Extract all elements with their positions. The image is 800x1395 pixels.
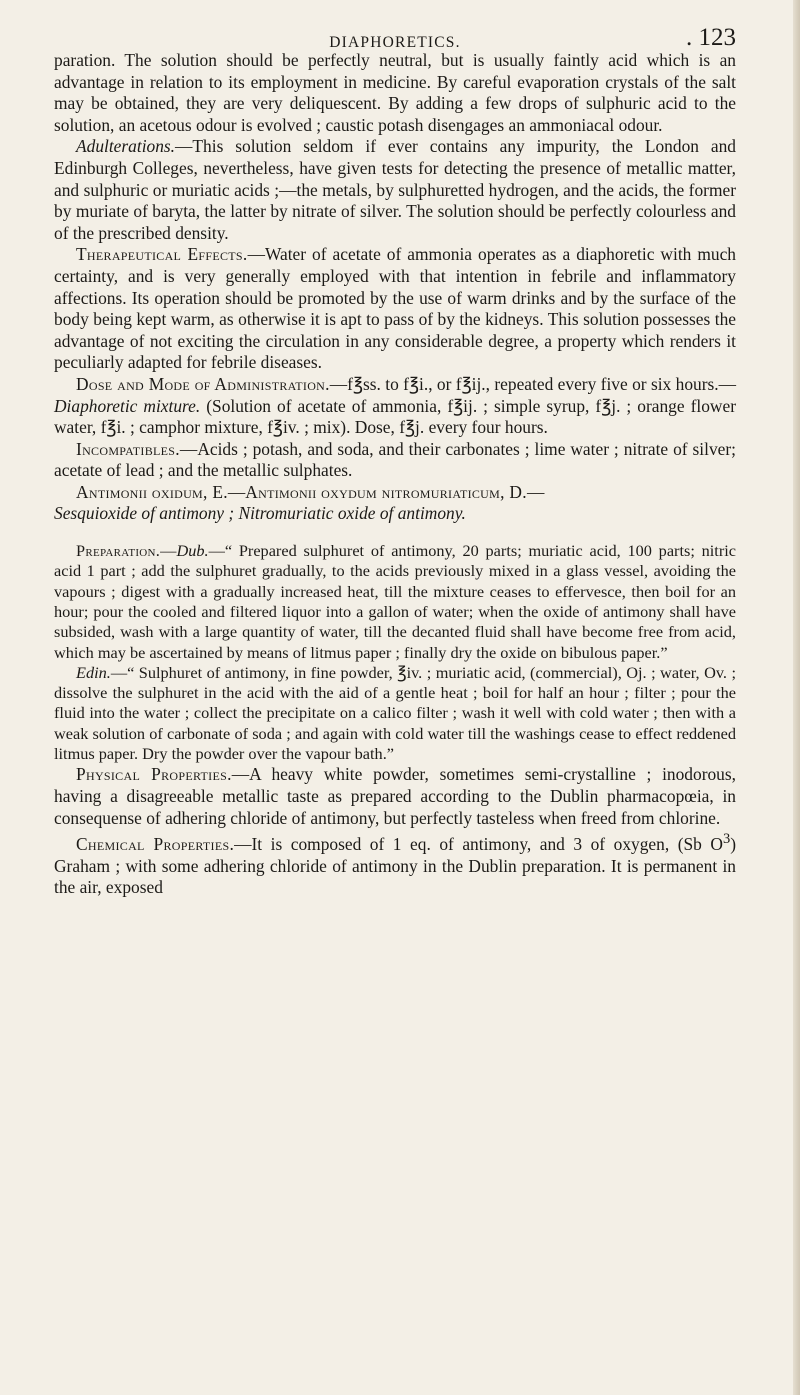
source-label-dublin: Dub.	[176, 541, 209, 561]
running-head: DIAPHORETICS.	[329, 34, 461, 51]
section-title-primary: Antimonii oxidum, E.	[76, 481, 228, 502]
page-header	[54, 20, 736, 50]
paragraph-text: —It is composed of 1 eq. of antimony, and 3 of oxygen, (Sb O	[234, 833, 723, 854]
superscript: 3	[722, 831, 731, 848]
paragraph-adulterations	[54, 136, 736, 244]
run-in-heading: Chemical Properties.	[76, 833, 235, 854]
paragraph-text: paration. The solution should be perfectly neutral, but is usually faintly acid which is an advantage in relation to its employment in medicine. By careful evaporation crystals of the salt may be obtained, they are very deliquescent. By adding a few drops of sulphuric acid to the solution, an acetous odour is evolved ; caustic potash disengages an ammoniacal odour.	[54, 50, 736, 135]
run-in-heading: Physical Properties.	[76, 764, 232, 785]
paragraph-incompatibles	[54, 439, 736, 482]
run-in-heading: Preparation.	[76, 541, 161, 561]
paragraph-continuation	[54, 50, 736, 136]
body-text	[54, 50, 736, 899]
preparation-block	[54, 541, 736, 764]
page-number: . 123	[686, 24, 736, 51]
paragraph-therapeutical-effects	[54, 244, 736, 374]
paragraph-preparation-dublin: Preparation.—Dub.—“ Prepared sulphuret of antimony, 20 parts; muriatic acid, 100 parts; nitric acid 1 part ; add the sulphuret gradually, to the acids previously mixed in a glass vessel, avoiding the vapours ; digest with a gradually increased heat, till the mixture ceases to effervesce, then boil for an hour; pour the cooled and filtered liquor into a gallon of water; when the oxide of antimony shall have subsided, wash with a large quantity of water, till the decanted fluid shall have become free from acid, which may be ascertained by means of litmus paper ; finally dry the oxide on bibulous paper.”	[54, 541, 736, 662]
italic-term: Diaphoretic mixture.	[54, 395, 201, 416]
section-title	[54, 482, 736, 504]
source-label-edinburgh: Edin.	[76, 662, 111, 682]
paragraph-text: —This solution seldom if ever contains any impurity, the London and Edinburgh Colleges, nevertheless, have given tests for detecting the presence of metallic matter, and sulphuric or muriatic acids ;—the metals, by sulphuretted hydrogen, and the acids, the former by muriate of baryta, the latter by nitrate of silver. The solution should be perfectly colourless and of the prescribed density.	[54, 136, 736, 243]
paragraph-text: —“ Sulphuret of antimony, in fine powder, ℥iv. ; muriatic acid, (commercial), Oj. ; water, Ov. ; dissolve the sulphuret in the acid with the aid of a gentle heat ; boil for half an hour ; filter ; pour the fluid into the water ; collect the precipitate on a calico filter ; wash it well with cold water ; then with a weak solution of carbonate of soda ; and again with cold water till the washings cease to effect reddened litmus paper. Dry the powder over the vapour bath.”	[54, 662, 736, 764]
paragraph-text: —Water of acetate of ammonia operates as a diaphoretic with much certainty, and is very generally employed with that intention in febrile and inflammatory affections. Its operation should be promoted by the use of warm drinks and by the surface of the body being kept warm, as otherwise it is apt to pass of by the kidneys. This solution possesses the advantage of not exciting the circulation in any considerable degree, a property which renders it peculiarly adapted for febrile diseases.	[54, 244, 736, 373]
title-dash: —	[526, 481, 545, 502]
subtitle-text: Sesquioxide of antimony ; Nitromuriatic oxide of antimony.	[54, 503, 466, 524]
paragraph-chemical-properties	[54, 829, 736, 899]
title-separator: —	[227, 481, 246, 502]
paragraph-text: —“ Prepared sulphuret of antimony, 20 parts; muriatic acid, 100 parts; nitric acid 1 part ; add the sulphuret gradually, to the acids previously mixed in a glass vessel, avoiding the vapours ; digest with a gradually increased heat, till the mixture ceases to effervesce, then boil for an hour; pour the cooled and filtered liquor into a gallon of water; when the oxide of antimony shall have subsided, wash with a large quantity of water, till the decanted fluid shall have become free from acid, which may be ascertained by means of litmus paper ; finally dry the oxide on bibulous paper.”	[54, 541, 736, 662]
paragraph-dose	[54, 374, 736, 439]
paragraph-text: —f℥ss. to f℥i., or f℥ij., repeated every five or six hours.—	[329, 373, 737, 394]
paragraph-text: (Solution of acetate of ammonia, f℥ij. ; simple syrup, f℥j. ; orange flower water, f℥i. ; camphor mixture, f℥iv. ; mix). Dose, f℥j. every four hours.	[54, 395, 736, 438]
paragraph-physical-properties	[54, 764, 736, 829]
paragraph-text: —A heavy white powder, sometimes semi-crystalline ; inodorous, having a disagreeable metallic taste as prepared according to the Dublin pharmacopœia, in consequense of adhering chloride of antimony, but perfectly tasteless when freed from chlorine.	[54, 764, 736, 828]
page-edge	[793, 0, 800, 1395]
run-in-heading: Adulterations.	[76, 136, 176, 157]
run-in-heading: Incompatibles.	[76, 438, 180, 459]
paragraph-preparation-edinburgh	[54, 663, 736, 764]
section-title-secondary: Antimonii oxydum nitromuriaticum, D.	[245, 481, 527, 502]
run-in-heading: Therapeutical Effects.	[76, 244, 248, 265]
paragraph-text: ) Graham ; with some adhering chloride of antimony in the Dublin preparation. It is permanent in the air, exposed	[54, 833, 736, 898]
paragraph-text: —Acids ; potash, and soda, and their carbonates ; lime water ; nitrate of silver; acetate of lead ; and the metallic sulphates.	[54, 438, 736, 481]
section-subtitle	[54, 503, 736, 525]
run-in-heading: Dose and Mode of Administration.	[76, 373, 330, 394]
